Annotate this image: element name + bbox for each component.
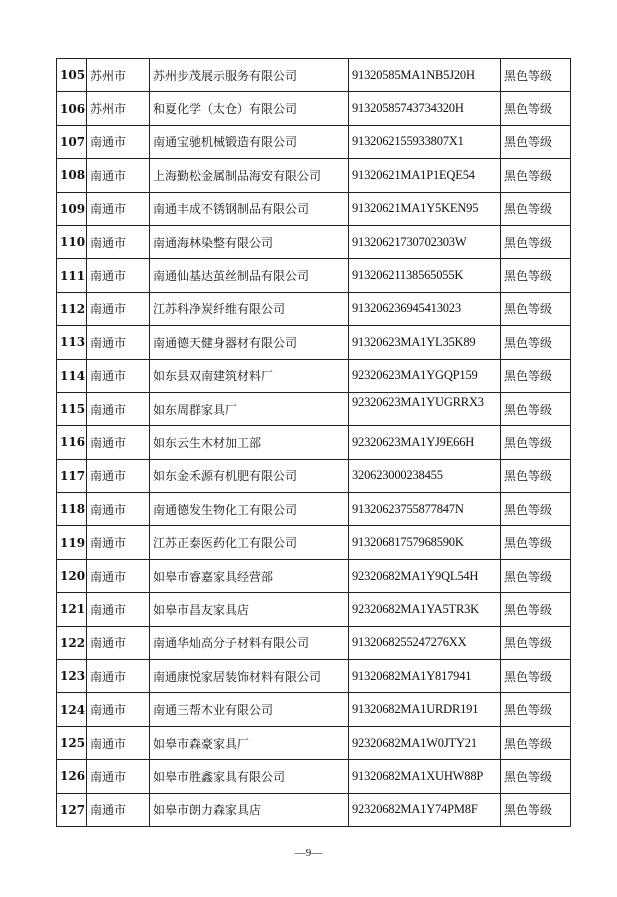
company-name-cell: 如皋市森豪家具厂 (150, 726, 349, 759)
row-number-cell: 120 (57, 559, 87, 592)
row-number-cell: 125 (57, 726, 87, 759)
row-number-cell: 107 (57, 125, 87, 158)
credit-code-cell: 91320623755877847N (349, 493, 501, 526)
table-row (57, 259, 571, 292)
row-number-cell: 114 (57, 359, 87, 392)
city-cell: 南通市 (87, 660, 150, 693)
row-number-cell: 121 (57, 593, 87, 626)
table-row (57, 660, 571, 693)
company-name-cell: 南通仙基达茧丝制品有限公司 (150, 259, 349, 292)
table-row (57, 559, 571, 592)
table-row (57, 292, 571, 325)
company-name-cell: 南通康悦家居装饰材料有限公司 (150, 660, 349, 693)
company-name-cell: 江苏正泰医药化工有限公司 (150, 526, 349, 559)
credit-level-cell: 黑色等级 (501, 626, 571, 659)
table-row (57, 493, 571, 526)
company-name-cell: 如皋市胜鑫家具有限公司 (150, 760, 349, 793)
table-row (57, 225, 571, 258)
company-name-cell: 如东县双南建筑材料厂 (150, 359, 349, 392)
credit-code-cell: 92320682MA1YA5TR3K (349, 593, 501, 626)
credit-code-cell: 91320621MA1Y5KEN95 (349, 192, 501, 225)
company-name-cell: 南通德天健身器材有限公司 (150, 326, 349, 359)
row-number-cell: 111 (57, 259, 87, 292)
row-number-cell: 122 (57, 626, 87, 659)
city-cell: 南通市 (87, 493, 150, 526)
credit-code-cell: 91320681757968590K (349, 526, 501, 559)
row-number-cell: 127 (57, 793, 87, 826)
credit-code-cell: 9132062155933807X1 (349, 125, 501, 158)
company-name-cell: 苏州步茂展示服务有限公司 (150, 59, 349, 92)
city-cell: 南通市 (87, 426, 150, 459)
row-number-cell: 117 (57, 459, 87, 492)
credit-code-cell: 9132068255247276XX (349, 626, 501, 659)
table-row (57, 426, 571, 459)
row-number-cell: 108 (57, 159, 87, 192)
table-row (57, 760, 571, 793)
credit-level-cell: 黑色等级 (501, 292, 571, 325)
table-row (57, 326, 571, 359)
credit-code-cell: 91320682MA1Y817941 (349, 660, 501, 693)
credit-level-cell: 黑色等级 (501, 326, 571, 359)
company-name-cell: 如皋市朗力森家具店 (150, 793, 349, 826)
credit-code-cell: 320623000238455 (349, 459, 501, 492)
table-row (57, 192, 571, 225)
table-row (57, 92, 571, 125)
table-row (57, 726, 571, 759)
table-row (57, 125, 571, 158)
row-number-cell: 106 (57, 92, 87, 125)
city-cell: 苏州市 (87, 92, 150, 125)
credit-level-cell: 黑色等级 (501, 593, 571, 626)
company-name-cell: 南通宝驰机械锻造有限公司 (150, 125, 349, 158)
city-cell: 南通市 (87, 559, 150, 592)
company-name-cell: 上海勤松金属制品海安有限公司 (150, 159, 349, 192)
city-cell: 南通市 (87, 259, 150, 292)
company-name-cell: 如东周群家具厂 (150, 392, 349, 425)
company-name-cell: 和夏化学（太仓）有限公司 (150, 92, 349, 125)
credit-level-cell: 黑色等级 (501, 660, 571, 693)
credit-level-cell: 黑色等级 (501, 159, 571, 192)
company-name-cell: 如东金禾源有机肥有限公司 (150, 459, 349, 492)
enterprise-table (56, 58, 570, 827)
table-row (57, 359, 571, 392)
row-number-cell: 112 (57, 292, 87, 325)
company-name-cell: 南通华灿高分子材料有限公司 (150, 626, 349, 659)
table-row (57, 626, 571, 659)
credit-level-cell: 黑色等级 (501, 392, 571, 425)
company-name-cell: 江苏科净炭纤维有限公司 (150, 292, 349, 325)
credit-code-cell: 91320621730702303W (349, 225, 501, 258)
credit-level-cell: 黑色等级 (501, 426, 571, 459)
credit-level-cell: 黑色等级 (501, 192, 571, 225)
city-cell: 南通市 (87, 760, 150, 793)
credit-level-cell: 黑色等级 (501, 59, 571, 92)
table-row (57, 526, 571, 559)
credit-level-cell: 黑色等级 (501, 259, 571, 292)
city-cell: 南通市 (87, 526, 150, 559)
company-name-cell: 南通德发生物化工有限公司 (150, 493, 349, 526)
row-number-cell: 126 (57, 760, 87, 793)
table-row (57, 159, 571, 192)
table-row (57, 59, 571, 92)
city-cell: 南通市 (87, 192, 150, 225)
credit-code-cell: 92320682MA1W0JTY21 (349, 726, 501, 759)
credit-level-cell: 黑色等级 (501, 693, 571, 726)
credit-code-cell: 92320623MA1YGQP159 (349, 359, 501, 392)
credit-level-cell: 黑色等级 (501, 559, 571, 592)
table-row (57, 593, 571, 626)
city-cell: 南通市 (87, 326, 150, 359)
row-number-cell: 113 (57, 326, 87, 359)
credit-level-cell: 黑色等级 (501, 760, 571, 793)
table-row (57, 459, 571, 492)
company-name-cell: 南通海林染整有限公司 (150, 225, 349, 258)
credit-level-cell: 黑色等级 (501, 526, 571, 559)
credit-code-cell: 91320621138565055K (349, 259, 501, 292)
credit-level-cell: 黑色等级 (501, 92, 571, 125)
row-number-cell: 109 (57, 192, 87, 225)
city-cell: 南通市 (87, 626, 150, 659)
credit-code-cell: 913206236945413023 (349, 292, 501, 325)
table-row (57, 693, 571, 726)
credit-code-cell: 91320621MA1P1EQE54 (349, 159, 501, 192)
row-number-cell: 116 (57, 426, 87, 459)
credit-code-cell: 91320585MA1NB5J20H (349, 59, 501, 92)
credit-level-cell: 黑色等级 (501, 493, 571, 526)
row-number-cell: 105 (57, 59, 87, 92)
city-cell: 南通市 (87, 125, 150, 158)
credit-level-cell: 黑色等级 (501, 726, 571, 759)
page-number: —9— (294, 847, 323, 859)
credit-code-cell: 91320623MA1YL35K89 (349, 326, 501, 359)
city-cell: 南通市 (87, 292, 150, 325)
company-name-cell: 南通丰成不锈钢制品有限公司 (150, 192, 349, 225)
city-cell: 南通市 (87, 793, 150, 826)
company-name-cell: 南通三帮木业有限公司 (150, 693, 349, 726)
city-cell: 南通市 (87, 459, 150, 492)
city-cell: 南通市 (87, 159, 150, 192)
credit-code-cell: 92320623MA1YUGRRX3 (349, 392, 501, 425)
city-cell: 南通市 (87, 225, 150, 258)
row-number-cell: 115 (57, 392, 87, 425)
city-cell: 南通市 (87, 392, 150, 425)
credit-level-cell: 黑色等级 (501, 359, 571, 392)
credit-level-cell: 黑色等级 (501, 459, 571, 492)
city-cell: 苏州市 (87, 59, 150, 92)
credit-code-cell: 91320682MA1URDR191 (349, 693, 501, 726)
credit-code-cell: 92320682MA1Y74PM8F (349, 793, 501, 826)
company-name-cell: 如东云生木材加工部 (150, 426, 349, 459)
city-cell: 南通市 (87, 726, 150, 759)
company-name-cell: 如皋市昌友家具店 (150, 593, 349, 626)
table-row (57, 793, 571, 826)
city-cell: 南通市 (87, 359, 150, 392)
row-number-cell: 119 (57, 526, 87, 559)
row-number-cell: 124 (57, 693, 87, 726)
row-number-cell: 110 (57, 225, 87, 258)
credit-level-cell: 黑色等级 (501, 225, 571, 258)
credit-level-cell: 黑色等级 (501, 125, 571, 158)
company-name-cell: 如皋市睿嘉家具经营部 (150, 559, 349, 592)
table-body (57, 59, 571, 827)
city-cell: 南通市 (87, 693, 150, 726)
row-number-cell: 118 (57, 493, 87, 526)
credit-code-cell: 91320585743734320H (349, 92, 501, 125)
credit-code-cell: 92320623MA1YJ9E66H (349, 426, 501, 459)
credit-code-cell: 91320682MA1XUHW88P (349, 760, 501, 793)
credit-level-cell: 黑色等级 (501, 793, 571, 826)
credit-code-cell: 92320682MA1Y9QL54H (349, 559, 501, 592)
city-cell: 南通市 (87, 593, 150, 626)
row-number-cell: 123 (57, 660, 87, 693)
table-row (57, 392, 571, 425)
